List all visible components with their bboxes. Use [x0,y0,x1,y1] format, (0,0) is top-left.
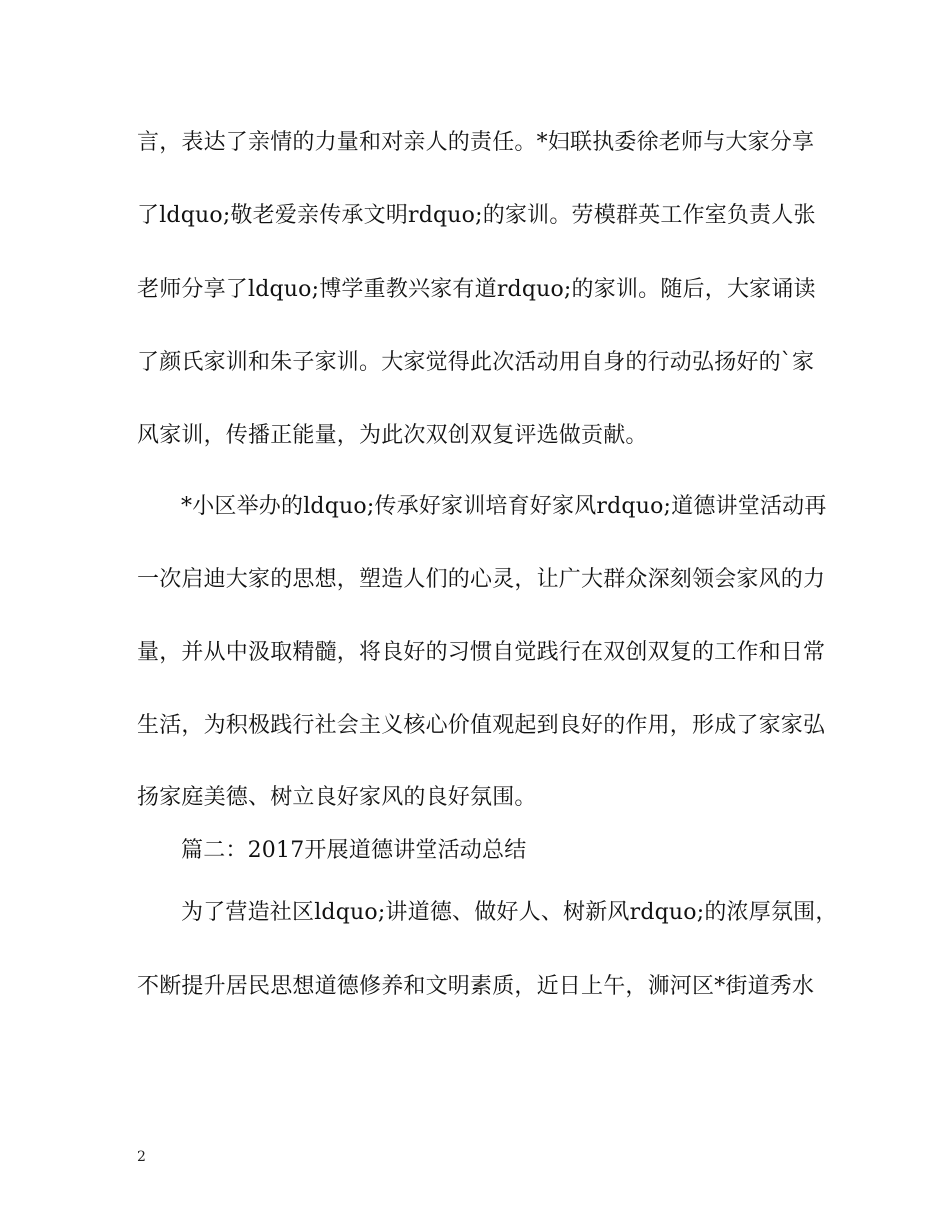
paragraph-line-10: 扬家庭美德、树立良好家风的良好氛围。 [137,785,537,810]
section-heading: 篇二：2017开展道德讲堂活动总结 [181,838,527,863]
paragraph-line-7: 一次启迪大家的思想，塑造人们的心灵，让广大群众深刻领会家风的力 [137,567,826,592]
paragraph-line-12: 为了营造社区ldquo;讲道德、做好人、树新风rdquo;的浓厚氛围， [181,900,838,925]
paragraph-line-4: 了颜氏家训和朱子家训。大家觉得此次活动用自身的行动弘扬好的`家 [137,350,815,375]
paragraph-line-13: 不断提升居民思想道德修养和文明素质，近日上午，浉河区*街道秀水 [137,974,815,999]
paragraph-line-5: 风家训，传播正能量，为此次双创双复评选做贡献。 [137,423,648,448]
paragraph-line-2: 了ldquo;敬老爱亲传承文明rdquo;的家训。劳模群英工作室负责人张 [137,203,816,228]
paragraph-line-3: 老师分享了ldquo;博学重教兴家有道rdquo;的家训。随后，大家诵读 [137,277,816,302]
paragraph-line-9: 生活，为积极践行社会主义核心价值观起到良好的作用，形成了家家弘 [137,713,826,738]
paragraph-line-6: *小区举办的ldquo;传承好家训培育好家风rdquo;道德讲堂活动再 [181,494,827,519]
page-number: 2 [137,1149,146,1165]
paragraph-line-1: 言，表达了亲情的力量和对亲人的责任。*妇联执委徐老师与大家分享 [137,130,815,155]
paragraph-line-8: 量，并从中汲取精髓，将良好的习惯自觉践行在双创双复的工作和日常 [137,640,826,665]
